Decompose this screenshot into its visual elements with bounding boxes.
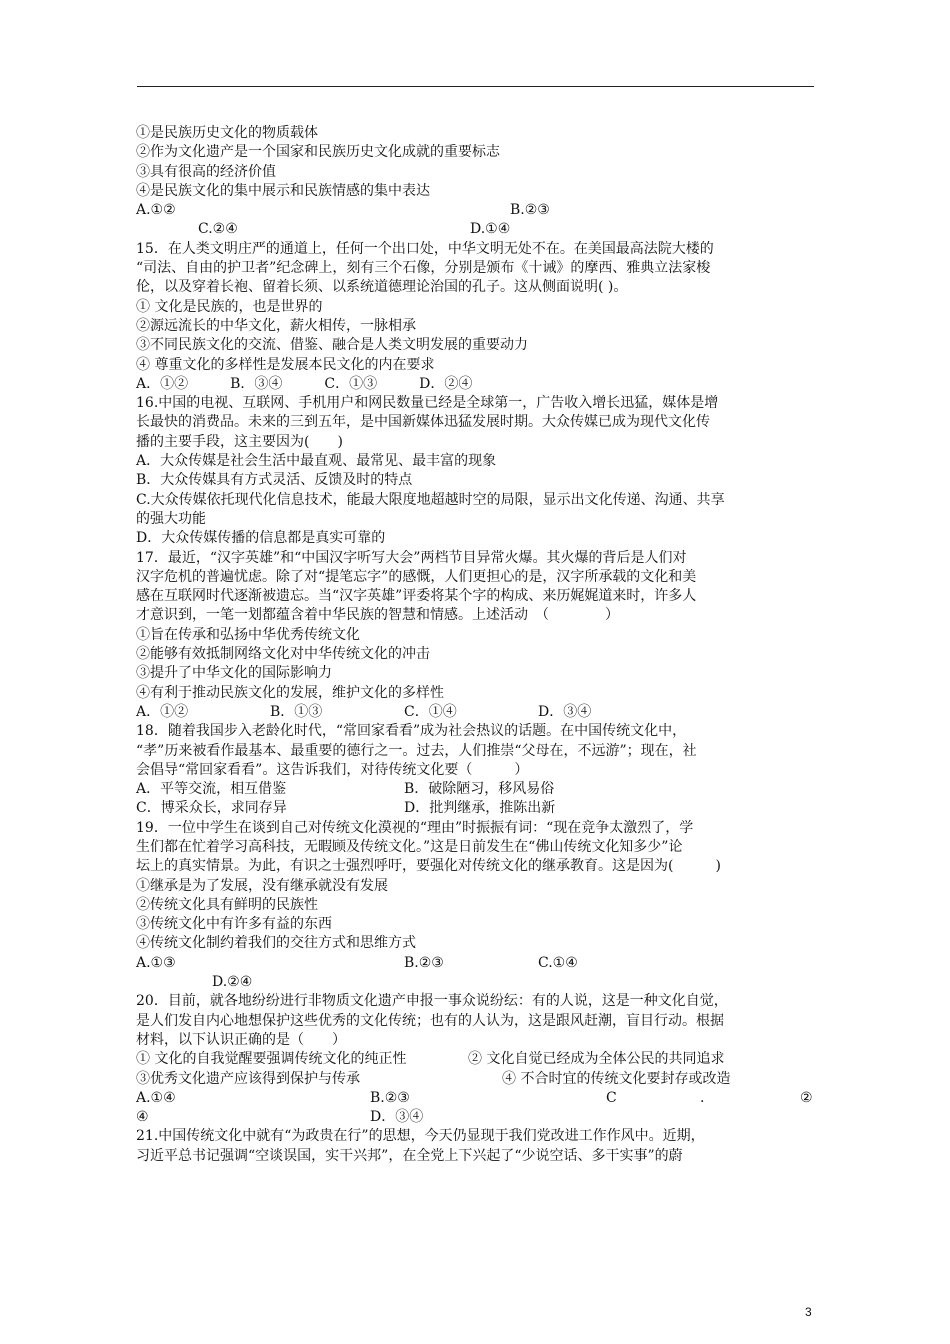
q16-option-d: D．大众传媒传播的信息都是真实可靠的: [136, 530, 386, 547]
header-rule: [137, 86, 814, 87]
q15-item-3: ③不同民族文化的交流、借鉴、融合是人类文明发展的重要动力: [136, 337, 528, 354]
q18-options-row-1: [136, 780, 816, 799]
q14-item-4: ④是民族文化的集中展示和民族情感的集中表达: [136, 182, 430, 199]
q14-item-1: ①是民族历史文化的物质载体: [136, 125, 318, 141]
q19-option-d: D.②④: [212, 974, 253, 991]
q20-options-row-1: [136, 1089, 816, 1108]
q18-option-a: A．平等交流，相互借鉴: [136, 781, 287, 798]
q20-option-d: D．③④: [370, 1109, 424, 1126]
q15-item-1: ① 文化是民族的，也是世界的: [136, 298, 323, 315]
q19-option-c: C.①④: [538, 954, 578, 971]
q19-item-2: ②传统文化具有鲜明的民族性: [136, 896, 318, 913]
q20-option-c-dot: .: [700, 1089, 705, 1106]
q21-stem-1: 21.中国传统文化中就有“为政贵在行”的思想，今天仍显现于我们党改进工作作风中。近期，: [136, 1128, 705, 1145]
q17-item-1: ①旨在传承和弘扬中华优秀传统文化: [136, 626, 360, 643]
q15-stem-3: 伦，以及穿着长袍、留着长须、以系统道德理论治国的孔子。这从侧面说明( )。: [136, 279, 628, 296]
q20-items-row-2: [136, 1070, 816, 1089]
q20-option-a: A.①④: [136, 1089, 176, 1106]
q20-stem-2: 是人们发自内心地想保护这些优秀的文化传统；也有的人认为，这是跟风赶潮，盲目行动。根据: [136, 1012, 724, 1029]
q16-stem-2: 长最快的消费品。未来的三到五年，是中国新媒体迅猛发展时期。大众传媒已成为现代文化传: [136, 414, 710, 431]
q17-option-c: C．①④: [404, 703, 457, 720]
q19-item-1: ①继承是为了发展，没有继承就没有发展: [136, 877, 388, 894]
q14-option-c: C.②④: [198, 221, 238, 238]
q14-option-d: D.①④: [470, 221, 511, 238]
q20-option-c-num-2: ④: [136, 1109, 149, 1126]
q18-option-c: C．博采众长，求同存异: [136, 800, 287, 817]
q20-option-c-num-1: ②: [800, 1089, 813, 1106]
q17-stem-4: 才意识到，一笔一划都蕴含着中华民族的智慧和情感。上述活动 （ ）: [136, 607, 619, 624]
q16-option-c-line-1: C.大众传媒依托现代化信息技术，能最大限度地超越时空的局限，显示出文化传递、沟通、共享: [136, 491, 725, 508]
q19-stem-1: 19．一位中学生在谈到自己对传统文化漠视的“理由”时振振有词：“现在竞争太激烈了，学: [136, 819, 694, 836]
document-body: [136, 124, 816, 1166]
q16-option-a: A．大众传媒是社会生活中最直观、最常见、最丰富的现象: [136, 453, 497, 470]
q20-items-row-1: [136, 1050, 816, 1069]
q16-option-c-line-2: 的强大功能: [136, 510, 206, 527]
q16-stem-3: 播的主要手段，这主要因为( ): [136, 433, 343, 450]
q19-option-b: B.②③: [404, 954, 444, 971]
q19-options-row-1: [136, 954, 816, 973]
q20-item-2: ② 文化自觉已经成为全体公民的共同追求: [468, 1051, 725, 1068]
q17-stem-3: 感在互联网时代逐渐被遗忘。当“汉字英雄”评委将某个字的构成、来历娓娓道来时，许多人: [136, 588, 697, 605]
q17-item-2: ②能够有效抵制网络文化对中华传统文化的冲击: [136, 646, 430, 663]
q19-item-4: ④传统文化制约着我们的交往方式和思维方式: [136, 935, 416, 952]
q20-options-row-2: [136, 1108, 816, 1127]
q18-options-row-2: [136, 799, 816, 818]
q19-options-row-2: [136, 973, 816, 992]
q15-options: A．①② B．③④ C．①③ D．②④: [136, 375, 473, 392]
q17-option-a: A．①②: [136, 703, 189, 720]
q15-item-2: ②源远流长的中华文化，薪火相传，一脉相承: [136, 317, 416, 334]
q17-option-b: B．①③: [270, 703, 323, 720]
q15-stem-2: “司法、自由的护卫者”纪念碑上，刻有三个石像，分别是颁布《十诫》的摩西、雅典立法家梭: [136, 260, 711, 277]
q21-stem-2: 习近平总书记强调“空谈误国，实干兴邦”，在全党上下兴起了“少说空话、多干实事”的蔚: [136, 1147, 683, 1164]
q20-item-1: ① 文化的自我觉醒要强调传统文化的纯正性: [136, 1051, 407, 1068]
q20-stem-3: 材料，以下认识正确的是（ ）: [136, 1031, 346, 1048]
q20-option-b: B.②③: [370, 1089, 410, 1106]
q19-stem-3: 坛上的真实情景。为此，有识之士强烈呼吁，要强化对传统文化的继承教育。这是因为( ): [136, 858, 721, 875]
q18-option-d: D．批判继承，推陈出新: [404, 800, 556, 817]
q18-option-b: B．破除陋习，移风易俗: [404, 781, 555, 798]
q20-stem-1: 20．目前，就各地纷纷进行非物质文化遗产申报一事众说纷纭：有的人说，这是一种文化自觉，: [136, 993, 728, 1010]
q15-item-4: ④ 尊重文化的多样性是发展本民文化的内在要求: [136, 356, 435, 373]
q15-stem-1: 15．在人类文明庄严的通道上，任何一个出口处，中华文明无处不在。在美国最高法院大楼的: [136, 240, 714, 257]
q14-item-2: ②作为文化遗产是一个国家和民族历史文化成就的重要标志: [136, 144, 500, 161]
q14-options-row-2: [136, 220, 816, 239]
q18-stem-2: “孝”历来被看作最基本、最重要的德行之一。过去，人们推崇“父母在，不远游”；现在，社: [136, 742, 697, 759]
q20-item-4: ④ 不合时宜的传统文化要封存或改造: [502, 1070, 731, 1087]
q17-options: [136, 703, 816, 722]
q17-item-4: ④有利于推动民族文化的发展，维护文化的多样性: [136, 684, 444, 701]
q16-option-b: B．大众传媒具有方式灵活、反馈及时的特点: [136, 472, 413, 489]
q18-stem-3: 会倡导“常回家看看”。这告诉我们，对待传统文化要（ ）: [136, 761, 529, 778]
q19-stem-2: 生们都在忙着学习高科技，无暇顾及传统文化。”这是日前发生在“佛山传统文化知多少”论: [136, 838, 683, 855]
q17-stem-2: 汉字危机的普遍忧虑。除了对“提笔忘字”的感慨，人们更担心的是，汉字所承载的文化和美: [136, 568, 697, 585]
page-number: 3: [805, 1305, 812, 1319]
q16-stem-1: 16.中国的电视、互联网、手机用户和网民数量已经是全球第一，广告收入增长迅猛，媒体是增: [136, 395, 719, 412]
q20-option-c-letter: C: [606, 1089, 617, 1106]
q14-item-3: ③具有很高的经济价值: [136, 163, 276, 180]
q14-option-a: A.①②: [136, 202, 176, 219]
q17-option-d: D．③④: [538, 703, 592, 720]
q17-stem-1: 17．最近，“汉字英雄”和“中国汉字听写大会”两档节目异常火爆。其火爆的背后是人们对: [136, 549, 687, 566]
q17-item-3: ③提升了中华文化的国际影响力: [136, 665, 332, 682]
q18-stem-1: 18．随着我国步入老龄化时代，“常回家看看”成为社会热议的话题。在中国传统文化中，: [136, 723, 687, 740]
q14-options-row-1: [136, 201, 816, 220]
q19-option-a: A.①③: [136, 954, 176, 971]
q19-item-3: ③传统文化中有许多有益的东西: [136, 916, 332, 933]
q20-item-3: ③优秀文化遗产应该得到保护与传承: [136, 1070, 360, 1087]
q14-option-b: B.②③: [510, 202, 550, 219]
